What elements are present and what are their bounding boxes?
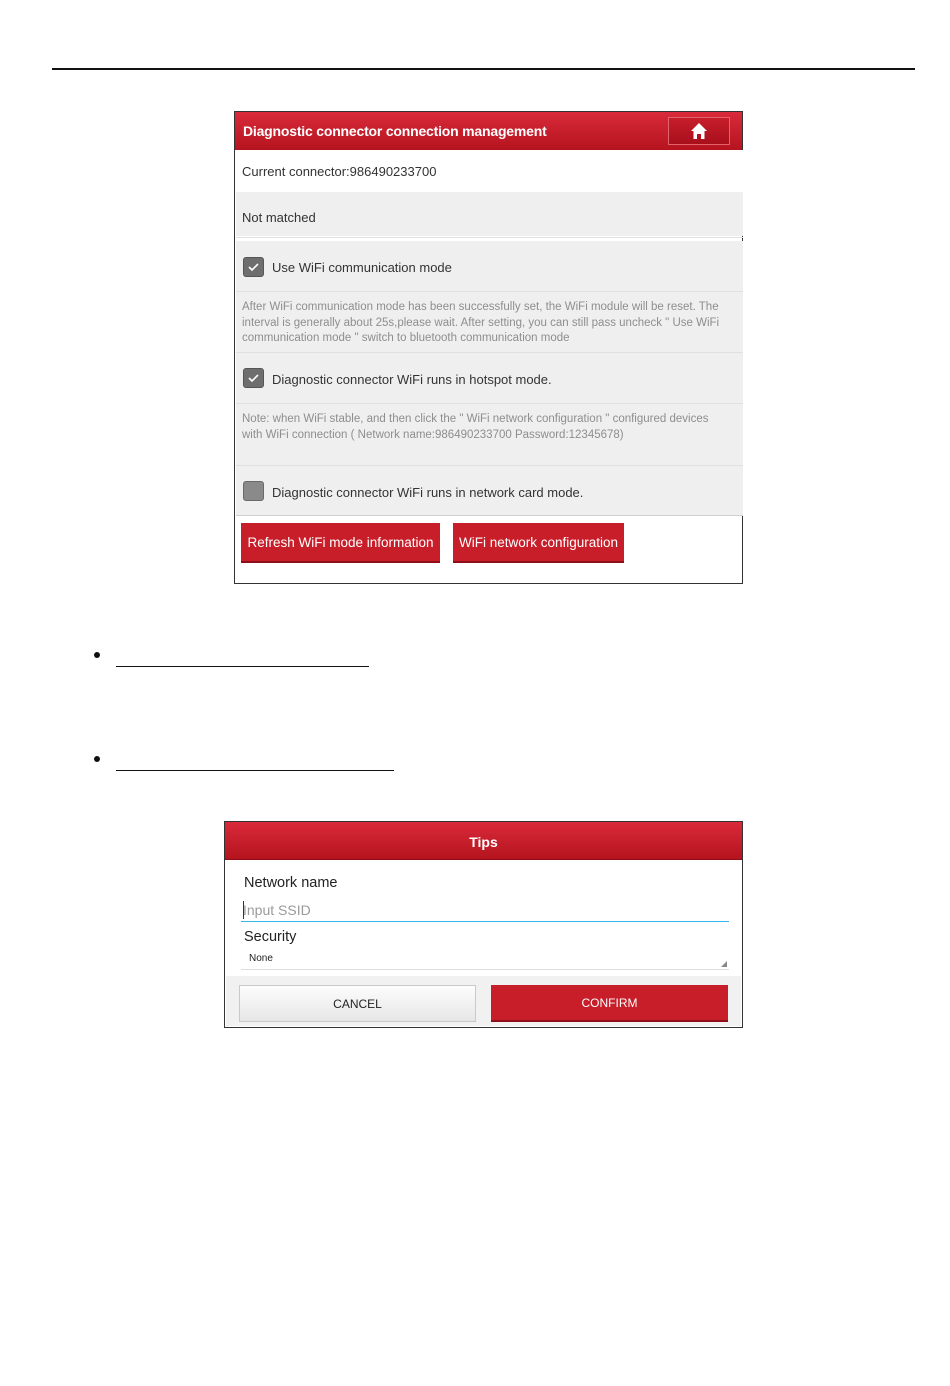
checkbox-check-icon xyxy=(247,372,260,384)
hotspot-note-row xyxy=(236,404,743,465)
refresh-wifi-mode-button[interactable]: Refresh WiFi mode information xyxy=(241,523,440,563)
text-cursor xyxy=(243,901,244,919)
dialog-header xyxy=(225,822,742,860)
current-connector-text: Current connector:986490233700 xyxy=(242,164,437,179)
bullet-1-underline xyxy=(116,666,369,667)
confirm-button[interactable]: CONFIRM xyxy=(491,985,728,1022)
tips-dialog xyxy=(224,821,743,1028)
network-card-checkbox[interactable] xyxy=(243,481,264,501)
wifi-mode-checkbox[interactable] xyxy=(243,257,264,277)
cancel-button[interactable]: CANCEL xyxy=(239,985,476,1022)
hotspot-checkbox[interactable] xyxy=(243,368,264,388)
wifi-mode-note: After WiFi communication mode has been successfully set, the WiFi module will be reset. The interval is generally about 25s,please wait. After setting, you can still pass uncheck " Use WiFi communication mode " switch to bluetooth communication mode xyxy=(242,301,720,344)
panel-title: Diagnostic connector connection management xyxy=(243,123,547,139)
dialog-title: Tips xyxy=(469,834,498,850)
current-connector-row xyxy=(236,150,743,192)
bullet-1 xyxy=(94,652,100,658)
network-card-row[interactable] xyxy=(236,466,743,515)
page-top-rule xyxy=(52,68,915,70)
divider xyxy=(236,515,743,516)
bullet-2 xyxy=(94,756,100,762)
hotspot-note: Note: when WiFi stable, and then click the " WiFi network configuration " configured devices with WiFi connection ( Network name:986490233700 Password:12345678) xyxy=(242,413,709,441)
divider xyxy=(236,237,743,238)
dropdown-arrow-icon xyxy=(721,961,727,967)
network-card-label: Diagnostic connector WiFi runs in network card mode. xyxy=(272,485,584,500)
panel-header xyxy=(235,112,742,150)
match-status-text: Not matched xyxy=(242,210,316,225)
wifi-mode-label: Use WiFi communication mode xyxy=(272,260,452,275)
checkbox-check-icon xyxy=(247,261,260,273)
match-status-row xyxy=(236,192,743,236)
ssid-input[interactable] xyxy=(241,898,729,922)
hotspot-row[interactable] xyxy=(236,353,743,403)
connection-management-panel xyxy=(234,111,743,584)
home-button[interactable] xyxy=(668,117,730,145)
security-select[interactable] xyxy=(241,950,729,970)
security-value: None xyxy=(249,953,273,964)
hotspot-label: Diagnostic connector WiFi runs in hotspot mode. xyxy=(272,372,552,387)
home-icon xyxy=(690,122,708,140)
security-label: Security xyxy=(244,929,297,945)
wifi-network-configuration-button[interactable]: WiFi network configuration xyxy=(453,523,624,563)
bullet-2-underline xyxy=(116,770,394,771)
wifi-mode-row[interactable] xyxy=(236,241,743,291)
network-name-label: Network name xyxy=(244,875,338,891)
wifi-mode-note-row xyxy=(236,292,743,352)
